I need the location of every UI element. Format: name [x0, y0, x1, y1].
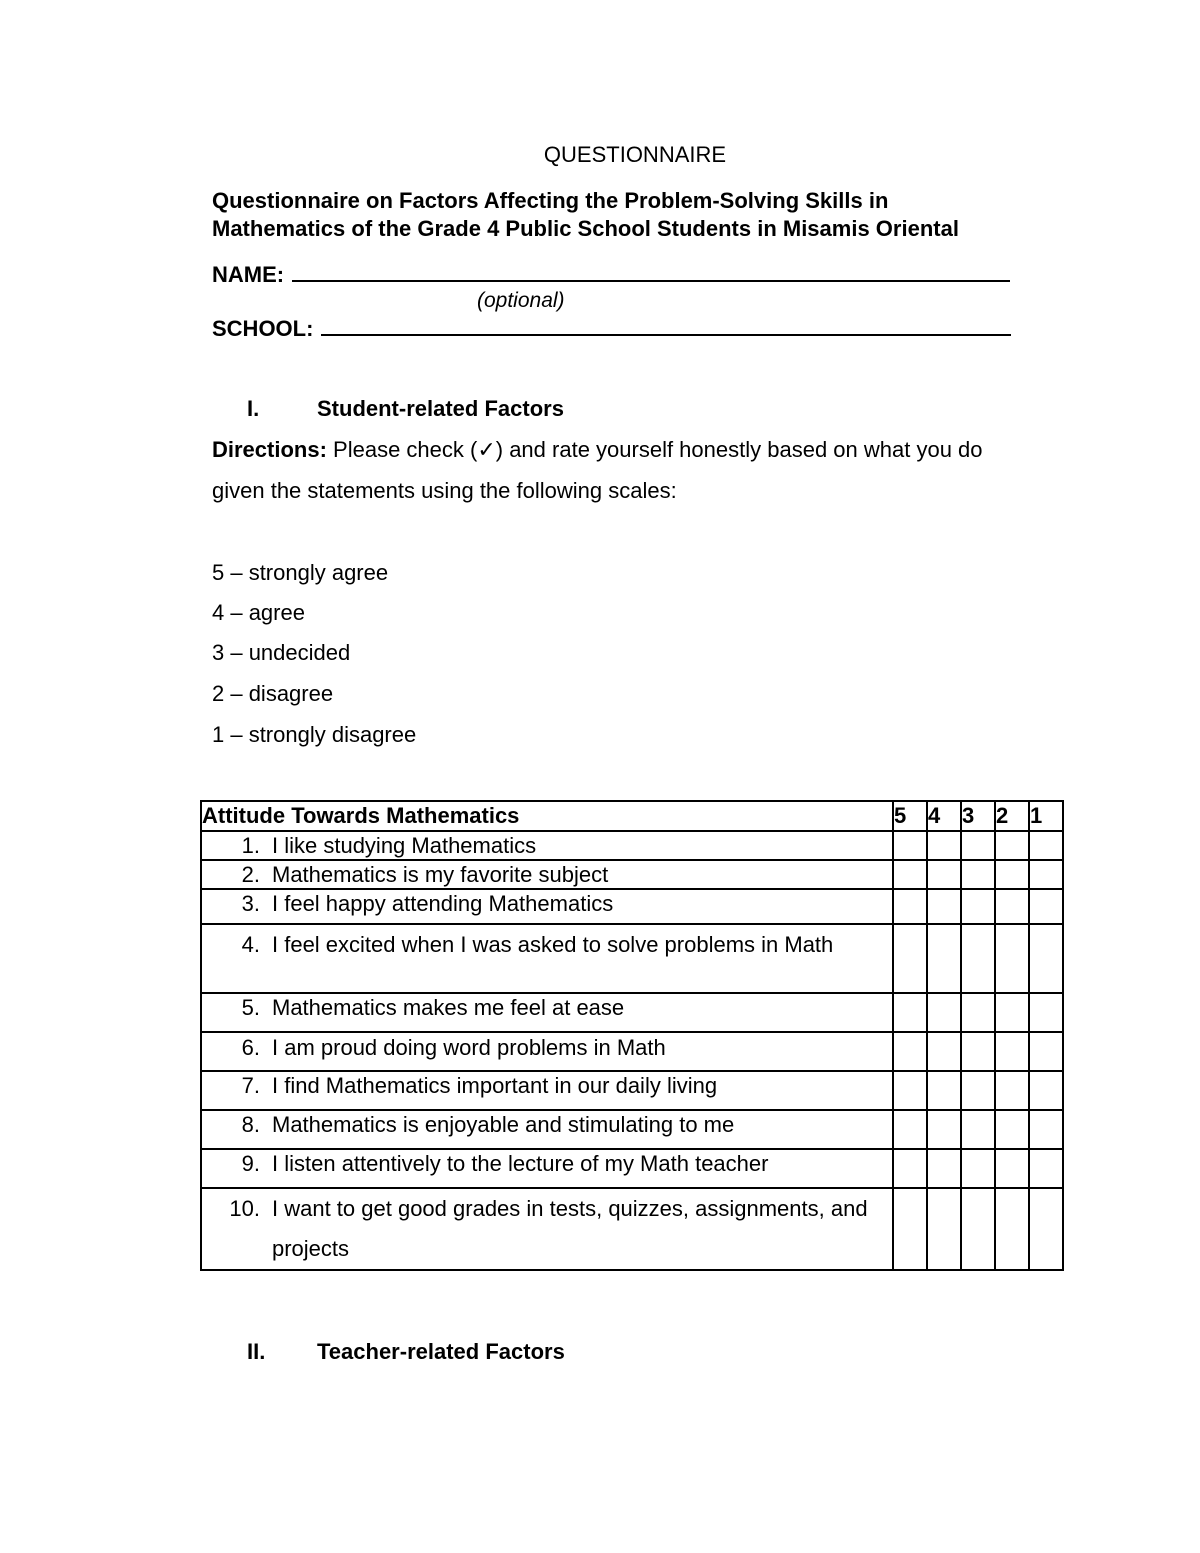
item-number: 4.	[241, 932, 260, 957]
rating-cell-1[interactable]	[1029, 831, 1063, 860]
rating-cell-5[interactable]	[893, 1032, 927, 1071]
item-number: 9.	[241, 1151, 260, 1176]
attitude-table	[200, 800, 1064, 1271]
rating-cell-5[interactable]	[893, 993, 927, 1032]
rating-cell-2[interactable]	[995, 993, 1029, 1032]
section-2-title: Teacher-related Factors	[317, 1339, 565, 1364]
item-statement: I listen attentively to the lecture of my Math teacher	[272, 1151, 769, 1176]
rating-cell-3[interactable]	[961, 1032, 995, 1071]
item-number: 6.	[241, 1035, 260, 1060]
section-1-title: Student-related Factors	[317, 396, 564, 421]
rating-cell-5[interactable]	[893, 924, 927, 993]
section-1-number: I.	[247, 396, 260, 421]
subtitle-line-1: Questionnaire on Factors Affecting the Problem-Solving Skills in	[212, 188, 889, 213]
item-number: 1.	[241, 833, 260, 858]
rating-cell-1[interactable]	[1029, 1032, 1063, 1071]
rating-cell-1[interactable]	[1029, 993, 1063, 1032]
scale-item: 5 – strongly agree	[212, 560, 389, 585]
rating-cell-1[interactable]	[1029, 924, 1063, 993]
table-row	[201, 1032, 1063, 1071]
rating-cell-4[interactable]	[927, 1071, 961, 1110]
rating-cell-4[interactable]	[927, 1032, 961, 1071]
rating-cell-1[interactable]	[1029, 1071, 1063, 1110]
scale-header-1: 1	[1029, 801, 1063, 831]
scale-header-3: 3	[961, 801, 995, 831]
rating-cell-3[interactable]	[961, 860, 995, 889]
name-label: NAME:	[212, 262, 285, 287]
rating-cell-4[interactable]	[927, 1149, 961, 1188]
rating-cell-3[interactable]	[961, 889, 995, 924]
rating-cell-1[interactable]	[1029, 889, 1063, 924]
scale-item: 3 – undecided	[212, 640, 351, 665]
rating-cell-4[interactable]	[927, 993, 961, 1032]
item-number: 7.	[241, 1073, 260, 1098]
table-row	[201, 1188, 1063, 1270]
directions-line-1	[212, 437, 983, 463]
rating-cell-2[interactable]	[995, 1071, 1029, 1110]
rating-cell-2[interactable]	[995, 860, 1029, 889]
item-statement: I like studying Mathematics	[272, 833, 537, 858]
scale-item: 1 – strongly disagree	[212, 722, 417, 747]
rating-cell-1[interactable]	[1029, 1188, 1063, 1270]
section-2-number: II.	[247, 1339, 266, 1364]
item-statement: I want to get good grades in tests, quizzes, assignments, and projects	[272, 1196, 868, 1261]
scale-header-4: 4	[927, 801, 961, 831]
directions-label: Directions:	[212, 437, 327, 462]
directions-text-1: Please check (✓) and rate yourself honestly based on what you do	[326, 437, 983, 462]
item-statement: I find Mathematics important in our daily living	[272, 1073, 718, 1098]
scale-header-2: 2	[995, 801, 1029, 831]
scale-item: 4 – agree	[212, 600, 305, 625]
table-row	[201, 889, 1063, 924]
rating-cell-3[interactable]	[961, 1149, 995, 1188]
school-input-line[interactable]	[321, 316, 1011, 336]
item-number: 3.	[241, 891, 260, 916]
rating-cell-5[interactable]	[893, 889, 927, 924]
directions-line-2: given the statements using the following scales:	[212, 478, 677, 503]
rating-cell-2[interactable]	[995, 831, 1029, 860]
scale-item: 2 – disagree	[212, 681, 334, 706]
rating-cell-2[interactable]	[995, 924, 1029, 993]
rating-cell-3[interactable]	[961, 1071, 995, 1110]
rating-cell-2[interactable]	[995, 1188, 1029, 1270]
rating-cell-3[interactable]	[961, 1188, 995, 1270]
item-number: 2.	[241, 862, 260, 887]
table-row	[201, 831, 1063, 860]
item-number: 8.	[241, 1112, 260, 1137]
table-header-row	[201, 801, 1063, 831]
item-statement: Mathematics is enjoyable and stimulating to me	[272, 1112, 735, 1137]
rating-cell-2[interactable]	[995, 1110, 1029, 1149]
optional-note: (optional)	[477, 289, 565, 312]
table-row	[201, 993, 1063, 1032]
rating-cell-5[interactable]	[893, 1188, 927, 1270]
rating-cell-5[interactable]	[893, 1149, 927, 1188]
item-statement: I feel excited when I was asked to solve problems in Math	[272, 932, 834, 957]
name-field	[212, 262, 1010, 288]
scale-header-5: 5	[893, 801, 927, 831]
page-title: QUESTIONNAIRE	[543, 142, 727, 167]
rating-cell-2[interactable]	[995, 1032, 1029, 1071]
rating-cell-1[interactable]	[1029, 860, 1063, 889]
rating-cell-4[interactable]	[927, 1110, 961, 1149]
table-row	[201, 1110, 1063, 1149]
item-number: 10.	[229, 1196, 260, 1221]
rating-cell-2[interactable]	[995, 1149, 1029, 1188]
table-row	[201, 924, 1063, 993]
table-row	[201, 1149, 1063, 1188]
rating-cell-3[interactable]	[961, 1110, 995, 1149]
item-statement: Mathematics is my favorite subject	[272, 862, 609, 887]
rating-cell-4[interactable]	[927, 860, 961, 889]
subtitle-line-2: Mathematics of the Grade 4 Public School Students in Misamis Oriental	[212, 216, 959, 241]
table-row	[201, 1071, 1063, 1110]
item-statement: I feel happy attending Mathematics	[272, 891, 614, 916]
school-label: SCHOOL:	[212, 316, 314, 341]
rating-cell-4[interactable]	[927, 889, 961, 924]
rating-cell-5[interactable]	[893, 860, 927, 889]
table-row	[201, 860, 1063, 889]
rating-cell-5[interactable]	[893, 1110, 927, 1149]
item-statement: Mathematics makes me feel at ease	[272, 995, 625, 1020]
rating-cell-4[interactable]	[927, 831, 961, 860]
rating-cell-1[interactable]	[1029, 1149, 1063, 1188]
rating-cell-4[interactable]	[927, 1188, 961, 1270]
name-input-line[interactable]	[292, 262, 1010, 282]
item-statement: I am proud doing word problems in Math	[272, 1035, 666, 1060]
rating-cell-5[interactable]	[893, 1071, 927, 1110]
rating-cell-1[interactable]	[1029, 1110, 1063, 1149]
table-header-label: Attitude Towards Mathematics	[201, 801, 893, 831]
item-number: 5.	[241, 995, 260, 1020]
rating-cell-3[interactable]	[961, 831, 995, 860]
rating-cell-2[interactable]	[995, 889, 1029, 924]
rating-cell-3[interactable]	[961, 924, 995, 993]
school-field	[212, 316, 1011, 342]
rating-cell-4[interactable]	[927, 924, 961, 993]
rating-cell-3[interactable]	[961, 993, 995, 1032]
rating-cell-5[interactable]	[893, 831, 927, 860]
